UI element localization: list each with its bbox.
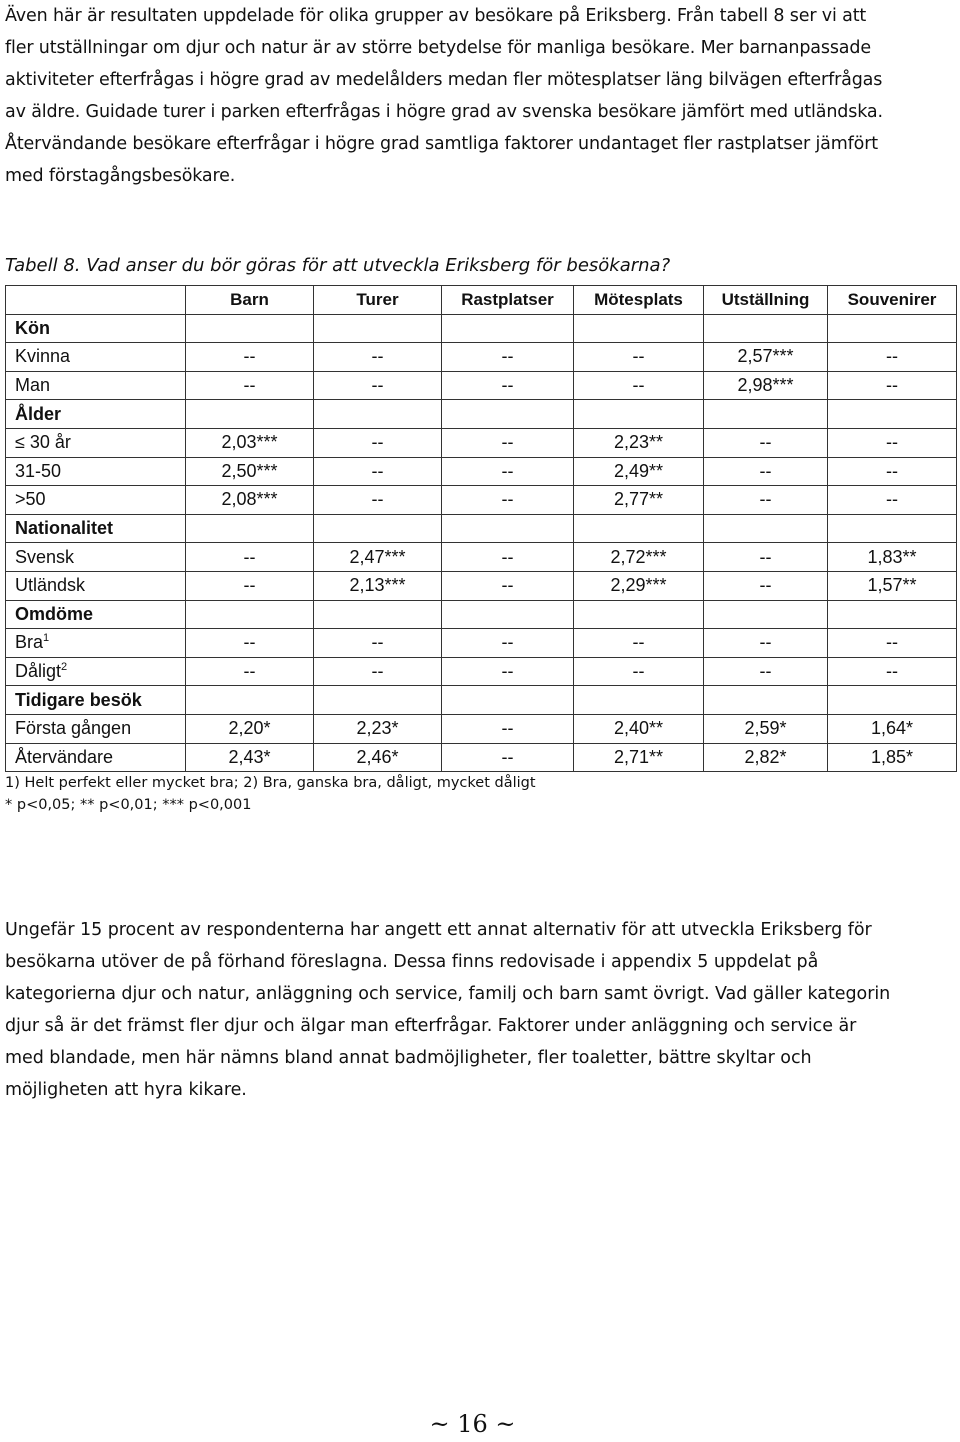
value-cell: 2,08***	[186, 486, 314, 515]
empty-cell	[442, 314, 574, 343]
empty-cell	[442, 600, 574, 629]
header-cell: Souvenirer	[828, 286, 957, 315]
row-label-text: Utländsk	[15, 575, 86, 596]
empty-cell	[186, 314, 314, 343]
note-line: * p<0,05; ** p<0,01; *** p<0,001	[5, 797, 252, 813]
table-row	[6, 743, 957, 772]
header-cell: Turer	[314, 286, 442, 315]
table-row	[6, 486, 957, 515]
value-cell: --	[828, 343, 957, 372]
value-cell: --	[186, 543, 314, 572]
row-label-text: >50	[15, 489, 46, 510]
text-line: Ungefär 15 procent av respondenterna har angett ett annat alternativ för att utveckla Eriksberg för	[5, 920, 872, 940]
value-cell: --	[442, 743, 574, 772]
row-label-text: Svensk	[15, 546, 75, 567]
row-label	[6, 743, 186, 772]
value-cell: 2,46*	[314, 743, 442, 772]
value-cell: 2,43*	[186, 743, 314, 772]
row-label-text: Första gången	[15, 718, 132, 739]
empty-cell	[186, 600, 314, 629]
footnote-marker: 2	[61, 661, 68, 674]
empty-cell	[704, 686, 828, 715]
value-cell: --	[314, 657, 442, 686]
value-cell: --	[828, 657, 957, 686]
table-section-row	[6, 314, 957, 343]
text-line: möjligheten att hyra kikare.	[5, 1080, 247, 1100]
value-cell: 2,13***	[314, 571, 442, 600]
value-cell: --	[314, 371, 442, 400]
footnote-marker: 1	[43, 632, 50, 645]
empty-cell	[828, 400, 957, 429]
section-title: Ålder	[6, 400, 186, 429]
text-line: med blandade, men här nämns bland annat badmöjligheter, fler toaletter, bättre skyltar och	[5, 1048, 812, 1068]
value-cell: --	[828, 629, 957, 658]
results-table	[5, 285, 957, 772]
value-cell: --	[704, 657, 828, 686]
value-cell: --	[574, 629, 704, 658]
header-cell: Mötesplats	[574, 286, 704, 315]
value-cell: --	[442, 543, 574, 572]
text-line: aktiviteter efterfrågas i högre grad av medelålders medan fler mötesplatser läng bilvägen efterfrågas	[5, 70, 883, 90]
row-label-text: Man	[15, 375, 51, 396]
row-label	[6, 457, 186, 486]
empty-cell	[314, 400, 442, 429]
text-line: djur så är det främst fler djur och älgar man efterfrågar. Faktorer under anläggning och service är	[5, 1016, 857, 1036]
empty-cell	[574, 400, 704, 429]
value-cell: 2,23*	[314, 714, 442, 743]
intro-paragraph	[5, 0, 950, 192]
row-label-text: ≤ 30 år	[15, 432, 71, 453]
value-cell: --	[186, 371, 314, 400]
row-label	[6, 657, 186, 686]
empty-cell	[314, 314, 442, 343]
empty-cell	[704, 514, 828, 543]
value-cell: --	[314, 629, 442, 658]
value-cell: --	[442, 486, 574, 515]
section-title: Kön	[6, 314, 186, 343]
value-cell: --	[574, 657, 704, 686]
value-cell: 2,49**	[574, 457, 704, 486]
empty-cell	[828, 600, 957, 629]
value-cell: --	[442, 714, 574, 743]
section-title: Omdöme	[6, 600, 186, 629]
value-cell: --	[704, 571, 828, 600]
text-line: fler utställningar om djur och natur är av större betydelse för manliga besökare. Mer barnanpassade	[5, 38, 871, 58]
header-cell: Rastplatser	[442, 286, 574, 315]
value-cell: 2,40**	[574, 714, 704, 743]
row-label-text: Kvinna	[15, 346, 71, 367]
value-cell: --	[828, 371, 957, 400]
table-body	[6, 314, 957, 772]
empty-cell	[704, 400, 828, 429]
outro-paragraph	[5, 914, 950, 1106]
header-cell: Utställning	[704, 286, 828, 315]
value-cell: 1,85*	[828, 743, 957, 772]
note-line: 1) Helt perfekt eller mycket bra; 2) Bra, ganska bra, dåligt, mycket dåligt	[5, 775, 536, 791]
value-cell: 1,64*	[828, 714, 957, 743]
value-cell: 2,29***	[574, 571, 704, 600]
value-cell: --	[186, 343, 314, 372]
table-row	[6, 428, 957, 457]
empty-cell	[828, 314, 957, 343]
value-cell: 2,57***	[704, 343, 828, 372]
empty-cell	[442, 514, 574, 543]
row-label	[6, 714, 186, 743]
value-cell: --	[704, 543, 828, 572]
value-cell: --	[574, 371, 704, 400]
empty-cell	[442, 400, 574, 429]
text-line: med förstagångsbesökare.	[5, 166, 236, 186]
text-line: Även här är resultaten uppdelade för olika grupper av besökare på Eriksberg. Från tabell 8 ser vi att	[5, 6, 867, 26]
value-cell: --	[186, 629, 314, 658]
header-cell: Barn	[186, 286, 314, 315]
row-label-text: Dåligt	[15, 661, 62, 682]
value-cell: --	[704, 629, 828, 658]
table-section-row	[6, 514, 957, 543]
value-cell: --	[186, 571, 314, 600]
value-cell: --	[314, 457, 442, 486]
value-cell: 2,82*	[704, 743, 828, 772]
empty-cell	[186, 686, 314, 715]
row-label	[6, 428, 186, 457]
table-row	[6, 457, 957, 486]
section-title: Nationalitet	[6, 514, 186, 543]
value-cell: 2,23**	[574, 428, 704, 457]
table-row	[6, 571, 957, 600]
row-label	[6, 629, 186, 658]
value-cell: --	[314, 428, 442, 457]
value-cell: --	[828, 457, 957, 486]
empty-cell	[704, 600, 828, 629]
empty-cell	[442, 686, 574, 715]
text-line: kategorierna djur och natur, anläggning och service, familj och barn samt övrigt. Vad gäller kategorin	[5, 984, 891, 1004]
value-cell: 2,59*	[704, 714, 828, 743]
empty-cell	[828, 686, 957, 715]
value-cell: --	[704, 428, 828, 457]
value-cell: --	[442, 343, 574, 372]
value-cell: --	[442, 657, 574, 686]
empty-cell	[314, 686, 442, 715]
table-notes	[5, 772, 536, 816]
page-number: ~ 16 ~	[429, 1410, 516, 1438]
value-cell: 2,71**	[574, 743, 704, 772]
empty-cell	[574, 686, 704, 715]
text-line: av äldre. Guidade turer i parken efterfrågas i högre grad av svenska besökare jämfört med utländska.	[5, 102, 883, 122]
row-label-text: 31-50	[15, 460, 62, 481]
value-cell: --	[442, 371, 574, 400]
value-cell: 2,47***	[314, 543, 442, 572]
row-label-text: Återvändare	[15, 746, 114, 767]
row-label	[6, 571, 186, 600]
value-cell: --	[442, 629, 574, 658]
value-cell: --	[442, 457, 574, 486]
value-cell: --	[704, 486, 828, 515]
value-cell: 2,20*	[186, 714, 314, 743]
value-cell: --	[574, 343, 704, 372]
empty-cell	[186, 400, 314, 429]
table-row	[6, 343, 957, 372]
table-row	[6, 543, 957, 572]
value-cell: 2,98***	[704, 371, 828, 400]
text-line: Återvändande besökare efterfrågar i högre grad samtliga faktorer undantaget fler rastplatser jämfört	[5, 134, 878, 154]
value-cell: 2,50***	[186, 457, 314, 486]
empty-cell	[314, 600, 442, 629]
table-header-row	[6, 286, 957, 315]
value-cell: 1,83**	[828, 543, 957, 572]
value-cell: 2,03***	[186, 428, 314, 457]
row-label	[6, 486, 186, 515]
row-label	[6, 371, 186, 400]
value-cell: --	[828, 428, 957, 457]
value-cell: 1,57**	[828, 571, 957, 600]
value-cell: 2,72***	[574, 543, 704, 572]
table-row	[6, 629, 957, 658]
table-row	[6, 657, 957, 686]
table-section-row	[6, 400, 957, 429]
table-row	[6, 714, 957, 743]
empty-cell	[314, 514, 442, 543]
empty-cell	[704, 314, 828, 343]
empty-cell	[828, 514, 957, 543]
value-cell: 2,77**	[574, 486, 704, 515]
row-label-text: Bra	[15, 632, 44, 653]
empty-cell	[574, 514, 704, 543]
row-label	[6, 343, 186, 372]
value-cell: --	[186, 657, 314, 686]
value-cell: --	[828, 486, 957, 515]
table-section-row	[6, 686, 957, 715]
table-caption: Tabell 8. Vad anser du bör göras för att utveckla Eriksberg för besökarna?	[5, 255, 671, 276]
empty-cell	[186, 514, 314, 543]
value-cell: --	[314, 486, 442, 515]
value-cell: --	[314, 343, 442, 372]
header-cell	[6, 286, 186, 315]
table-section-row	[6, 600, 957, 629]
empty-cell	[574, 600, 704, 629]
row-label	[6, 543, 186, 572]
empty-cell	[574, 314, 704, 343]
text-line: besökarna utöver de på förhand föreslagna. Dessa finns redovisade i appendix 5 uppdelat på	[5, 952, 819, 972]
section-title: Tidigare besök	[6, 686, 186, 715]
value-cell: --	[442, 428, 574, 457]
table-row	[6, 371, 957, 400]
value-cell: --	[704, 457, 828, 486]
value-cell: --	[442, 571, 574, 600]
